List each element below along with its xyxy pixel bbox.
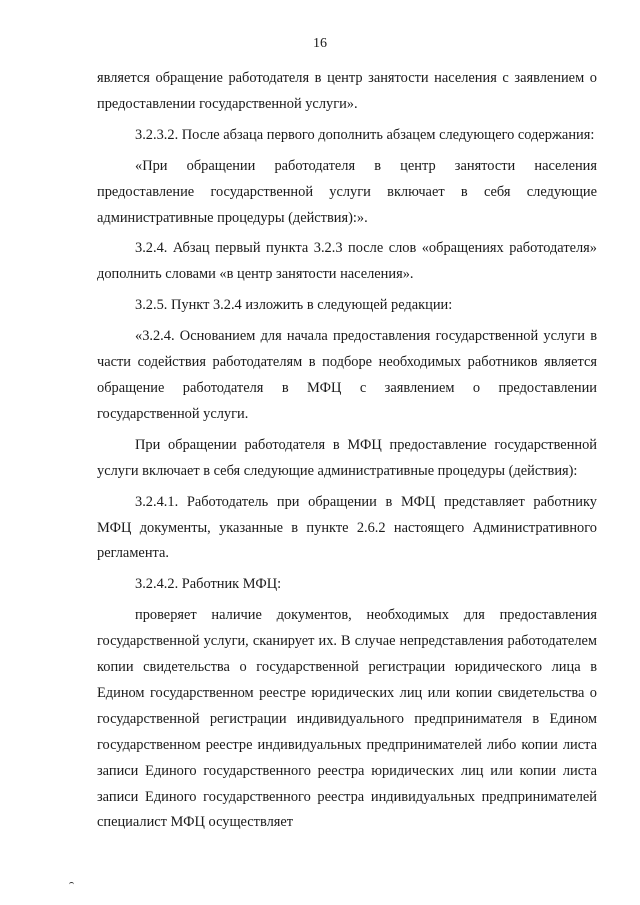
paragraph-quote-employment-center: «При обращении работодателя в центр занятости населения предоставление государственной услуги включает в себя следующие административные процедуры (действия):».	[97, 157, 597, 226]
paragraph-continuation: является обращение работодателя в центр занятости населения с заявлением о предоставлении государственной услуги».	[97, 70, 597, 112]
paragraph-3-2-4-1: 3.2.4.1. Работодатель при обращении в МФЦ представляет работнику МФЦ документы, указанные в пункте 2.6.2 настоящего Административного регламента.	[97, 493, 597, 562]
paragraph-3-2-3-2: 3.2.3.2. После абзаца первого дополнить абзацем следующего содержания:	[135, 126, 595, 143]
page-number: 16	[313, 36, 327, 51]
scan-mark	[69, 882, 74, 886]
paragraph-3-2-4: 3.2.4. Абзац первый пункта 3.2.3 после слов «обращениях работодателя» дополнить словами «в центр занятости населения».	[97, 240, 597, 283]
paragraph-3-2-5: 3.2.5. Пункт 3.2.4 изложить в следующей редакции:	[135, 297, 453, 314]
document-body	[97, 66, 597, 836]
paragraph-quote-3-2-4: «3.2.4. Основанием для начала предоставления государственной услуги в части содействия работодателям в подборе необходимых работников является обращение работодателя в МФЦ с заявлением о предоставлении государственной услуги.	[97, 328, 597, 422]
paragraph-3-2-4-2: 3.2.4.2. Работник МФЦ:	[135, 576, 282, 593]
paragraph-checks-documents: проверяет наличие документов, необходимых для предоставления государственной услуги, сканирует их. В случае непредставления работодателем копии свидетельства о государственной регистрации юридического лица в Едином государственном реестре юридических лиц или копии свидетельства о государственной регистрации индивидуального предпринимателя в Едином государственном реестре индивидуальных предпринимателей либо копии листа записи Единого государственного реестра юридических лиц или копии листа записи Единого государственного реестра индивидуальных предпринимателей специалист МФЦ осуществляет	[97, 607, 597, 831]
paragraph-mfc-procedures: При обращении работодателя в МФЦ предоставление государственной услуги включает в себя следующие административные процедуры (действия):	[97, 436, 597, 479]
